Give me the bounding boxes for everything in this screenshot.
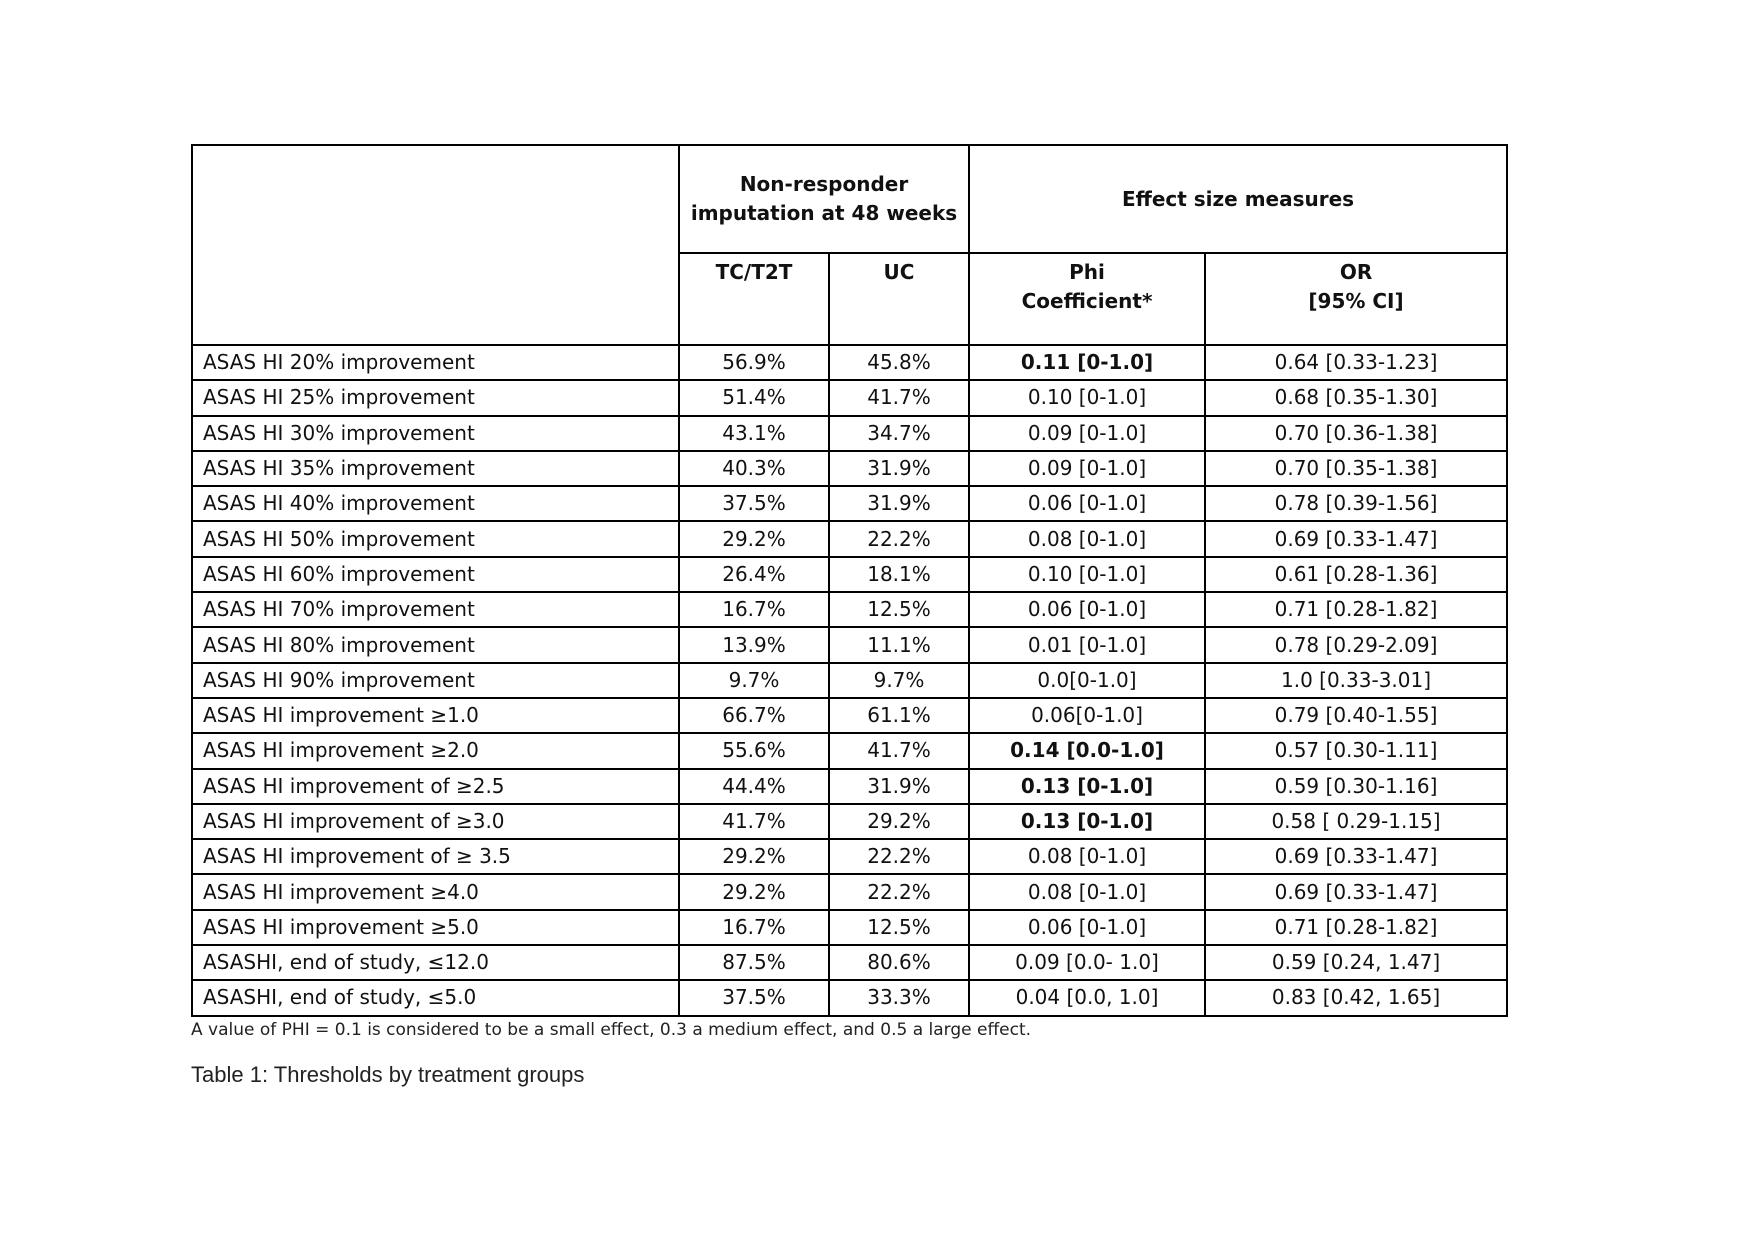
- phi-value-cell: 0.06[0-1.0]: [969, 698, 1205, 733]
- phi-value-cell: 0.04 [0.0, 1.0]: [969, 980, 1205, 1015]
- or-ci-value-cell: 0.57 [0.30-1.11]: [1205, 733, 1507, 768]
- col-header-or: [1205, 253, 1507, 345]
- or-ci-value-cell: 0.69 [0.33-1.47]: [1205, 874, 1507, 909]
- header-row-top: [192, 145, 1507, 253]
- phi-value-cell: 0.09 [0-1.0]: [969, 451, 1205, 486]
- table-row: [192, 804, 1507, 839]
- row-label-cell: ASAS HI 50% improvement: [192, 521, 679, 556]
- col-header-phi: [969, 253, 1205, 345]
- or-ci-value-cell: 0.70 [0.36-1.38]: [1205, 416, 1507, 451]
- tc-t2t-value-cell: 13.9%: [679, 627, 829, 662]
- table-caption: Table 1: Thresholds by treatment groups: [191, 1062, 585, 1087]
- col-header-tc-t2t: TC/T2T: [679, 253, 829, 345]
- tc-t2t-value-cell: 9.7%: [679, 663, 829, 698]
- uc-value-cell: 33.3%: [829, 980, 969, 1015]
- tc-t2t-value-cell: 16.7%: [679, 910, 829, 945]
- empty-corner-cell: [192, 145, 679, 345]
- uc-value-cell: 22.2%: [829, 874, 969, 909]
- row-label-cell: ASASHI, end of study, ≤5.0: [192, 980, 679, 1015]
- or-ci-value-cell: 0.71 [0.28-1.82]: [1205, 910, 1507, 945]
- or-ci-value-cell: 0.68 [0.35-1.30]: [1205, 380, 1507, 415]
- row-label-cell: ASAS HI 90% improvement: [192, 663, 679, 698]
- table-row: [192, 874, 1507, 909]
- table-row: [192, 839, 1507, 874]
- phi-value-cell: 0.06 [0-1.0]: [969, 592, 1205, 627]
- phi-value-cell: 0.08 [0-1.0]: [969, 874, 1205, 909]
- uc-value-cell: 41.7%: [829, 380, 969, 415]
- table-row: [192, 380, 1507, 415]
- row-label-cell: ASAS HI improvement of ≥ 3.5: [192, 839, 679, 874]
- phi-value-cell: 0.06 [0-1.0]: [969, 486, 1205, 521]
- tc-t2t-value-cell: 40.3%: [679, 451, 829, 486]
- table-body: [192, 345, 1507, 1016]
- phi-value-cell: 0.14 [0.0-1.0]: [969, 733, 1205, 768]
- tc-t2t-value-cell: 56.9%: [679, 345, 829, 380]
- or-ci-value-cell: 0.59 [0.30-1.16]: [1205, 769, 1507, 804]
- uc-value-cell: 80.6%: [829, 945, 969, 980]
- tc-t2t-value-cell: 55.6%: [679, 733, 829, 768]
- tc-t2t-value-cell: 51.4%: [679, 380, 829, 415]
- tc-t2t-value-cell: 43.1%: [679, 416, 829, 451]
- row-label-cell: ASAS HI improvement of ≥2.5: [192, 769, 679, 804]
- tc-t2t-value-cell: 37.5%: [679, 486, 829, 521]
- col-header-phi-line1: Phi: [1069, 260, 1105, 284]
- row-label-cell: ASAS HI improvement of ≥3.0: [192, 804, 679, 839]
- uc-value-cell: 12.5%: [829, 592, 969, 627]
- row-label-cell: ASAS HI 30% improvement: [192, 416, 679, 451]
- row-label-cell: ASASHI, end of study, ≤12.0: [192, 945, 679, 980]
- tc-t2t-value-cell: 16.7%: [679, 592, 829, 627]
- uc-value-cell: 12.5%: [829, 910, 969, 945]
- uc-value-cell: 61.1%: [829, 698, 969, 733]
- phi-value-cell: 0.06 [0-1.0]: [969, 910, 1205, 945]
- or-ci-value-cell: 0.79 [0.40-1.55]: [1205, 698, 1507, 733]
- row-label-cell: ASAS HI 80% improvement: [192, 627, 679, 662]
- table-row: [192, 521, 1507, 556]
- phi-value-cell: 0.09 [0-1.0]: [969, 416, 1205, 451]
- or-ci-value-cell: 1.0 [0.33-3.01]: [1205, 663, 1507, 698]
- table-row: [192, 486, 1507, 521]
- uc-value-cell: 34.7%: [829, 416, 969, 451]
- uc-value-cell: 11.1%: [829, 627, 969, 662]
- phi-value-cell: 0.13 [0-1.0]: [969, 804, 1205, 839]
- or-ci-value-cell: 0.69 [0.33-1.47]: [1205, 521, 1507, 556]
- thresholds-table: [191, 144, 1508, 1017]
- uc-value-cell: 18.1%: [829, 557, 969, 592]
- phi-value-cell: 0.08 [0-1.0]: [969, 521, 1205, 556]
- uc-value-cell: 9.7%: [829, 663, 969, 698]
- tc-t2t-value-cell: 26.4%: [679, 557, 829, 592]
- col-header-or-line2: [95% CI]: [1308, 289, 1404, 313]
- table-row: [192, 980, 1507, 1015]
- uc-value-cell: 22.2%: [829, 521, 969, 556]
- group-header-effect-size: Effect size measures: [969, 145, 1507, 253]
- uc-value-cell: 31.9%: [829, 451, 969, 486]
- phi-value-cell: 0.13 [0-1.0]: [969, 769, 1205, 804]
- or-ci-value-cell: 0.69 [0.33-1.47]: [1205, 839, 1507, 874]
- or-ci-value-cell: 0.83 [0.42, 1.65]: [1205, 980, 1507, 1015]
- phi-value-cell: 0.11 [0-1.0]: [969, 345, 1205, 380]
- row-label-cell: ASAS HI improvement ≥5.0: [192, 910, 679, 945]
- row-label-cell: ASAS HI 70% improvement: [192, 592, 679, 627]
- row-label-cell: ASAS HI 35% improvement: [192, 451, 679, 486]
- row-label-cell: ASAS HI 20% improvement: [192, 345, 679, 380]
- or-ci-value-cell: 0.71 [0.28-1.82]: [1205, 592, 1507, 627]
- row-label-cell: ASAS HI 60% improvement: [192, 557, 679, 592]
- phi-value-cell: 0.01 [0-1.0]: [969, 627, 1205, 662]
- table-row: [192, 345, 1507, 380]
- table-row: [192, 557, 1507, 592]
- tc-t2t-value-cell: 87.5%: [679, 945, 829, 980]
- uc-value-cell: 31.9%: [829, 769, 969, 804]
- tc-t2t-value-cell: 29.2%: [679, 521, 829, 556]
- or-ci-value-cell: 0.78 [0.39-1.56]: [1205, 486, 1507, 521]
- uc-value-cell: 41.7%: [829, 733, 969, 768]
- table-row: [192, 451, 1507, 486]
- or-ci-value-cell: 0.58 [ 0.29-1.15]: [1205, 804, 1507, 839]
- tc-t2t-value-cell: 29.2%: [679, 874, 829, 909]
- table-row: [192, 592, 1507, 627]
- uc-value-cell: 45.8%: [829, 345, 969, 380]
- phi-value-cell: 0.10 [0-1.0]: [969, 380, 1205, 415]
- or-ci-value-cell: 0.70 [0.35-1.38]: [1205, 451, 1507, 486]
- group-header-nri: Non-responder imputation at 48 weeks: [679, 145, 969, 253]
- or-ci-value-cell: 0.78 [0.29-2.09]: [1205, 627, 1507, 662]
- or-ci-value-cell: 0.64 [0.33-1.23]: [1205, 345, 1507, 380]
- phi-value-cell: 0.09 [0.0- 1.0]: [969, 945, 1205, 980]
- row-label-cell: ASAS HI improvement ≥2.0: [192, 733, 679, 768]
- tc-t2t-value-cell: 41.7%: [679, 804, 829, 839]
- table-row: [192, 910, 1507, 945]
- col-header-uc: UC: [829, 253, 969, 345]
- table-row: [192, 416, 1507, 451]
- uc-value-cell: 22.2%: [829, 839, 969, 874]
- tc-t2t-value-cell: 37.5%: [679, 980, 829, 1015]
- tc-t2t-value-cell: 44.4%: [679, 769, 829, 804]
- table-row: [192, 698, 1507, 733]
- phi-value-cell: 0.0[0-1.0]: [969, 663, 1205, 698]
- table-row: [192, 663, 1507, 698]
- row-label-cell: ASAS HI 40% improvement: [192, 486, 679, 521]
- row-label-cell: ASAS HI improvement ≥4.0: [192, 874, 679, 909]
- tc-t2t-value-cell: 66.7%: [679, 698, 829, 733]
- uc-value-cell: 31.9%: [829, 486, 969, 521]
- table-row: [192, 627, 1507, 662]
- or-ci-value-cell: 0.61 [0.28-1.36]: [1205, 557, 1507, 592]
- uc-value-cell: 29.2%: [829, 804, 969, 839]
- col-header-phi-line2: Coefficient*: [1021, 289, 1153, 313]
- table-row: [192, 769, 1507, 804]
- tc-t2t-value-cell: 29.2%: [679, 839, 829, 874]
- table-footnote: A value of PHI = 0.1 is considered to be a small effect, 0.3 a medium effect, and 0.5 a large effect.: [191, 1020, 1032, 1040]
- col-header-or-line1: OR: [1339, 260, 1373, 284]
- phi-value-cell: 0.08 [0-1.0]: [969, 839, 1205, 874]
- table-row: [192, 945, 1507, 980]
- row-label-cell: ASAS HI 25% improvement: [192, 380, 679, 415]
- row-label-cell: ASAS HI improvement ≥1.0: [192, 698, 679, 733]
- phi-value-cell: 0.10 [0-1.0]: [969, 557, 1205, 592]
- or-ci-value-cell: 0.59 [0.24, 1.47]: [1205, 945, 1507, 980]
- table-row: [192, 733, 1507, 768]
